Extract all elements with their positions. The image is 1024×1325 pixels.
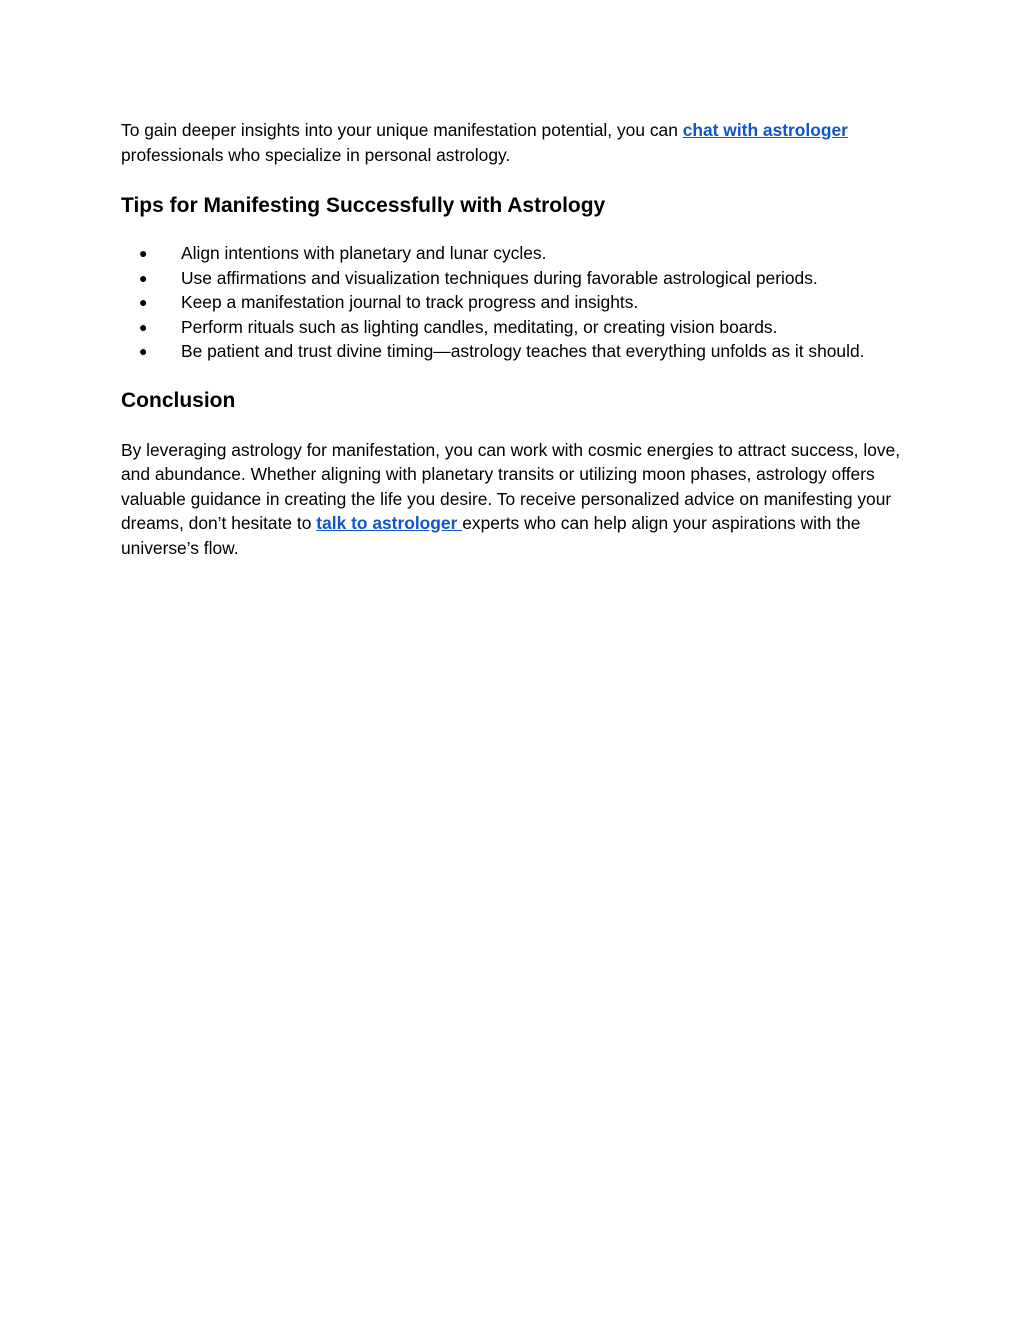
conclusion-text-before: By leveraging astrology for manifestation, you can work with cosmic energies to attract success, love, and abundance. Whether aligning with planetary transits or utilizing moon phases, astrology offers valuable guidance in creating the life you desire. To receive personalized advice on manifesting your dreams, don’t hesitate to xyxy=(121,439,901,533)
list-item xyxy=(121,241,911,266)
bullet-icon: ● xyxy=(139,269,148,286)
list-item-text: Align intentions with planetary and lunar cycles. xyxy=(181,243,547,263)
conclusion-heading: Conclusion xyxy=(121,388,236,412)
bullet-icon: ● xyxy=(139,343,148,359)
tips-heading: Tips for Manifesting Successfully with Astrology xyxy=(121,194,606,217)
bullet-icon: ● xyxy=(139,294,148,310)
document-page xyxy=(121,118,911,560)
conclusion-paragraph xyxy=(121,438,911,561)
list-item-text: Keep a manifestation journal to track progress and insights. xyxy=(181,292,639,312)
list-item-text: Be patient and trust divine timing—astrology teaches that everything unfolds as it should. xyxy=(181,341,865,361)
list-item xyxy=(121,266,911,291)
tips-list xyxy=(121,241,911,364)
chat-with-astrologer-link[interactable]: chat with astrologer xyxy=(682,120,848,140)
bullet-icon: ● xyxy=(139,245,148,261)
list-item-text: Perform rituals such as lighting candles, meditating, or creating vision boards. xyxy=(181,316,778,337)
intro-text-after: professionals who specialize in personal astrology. xyxy=(121,144,511,165)
conclusion-text-after: experts who can help align your aspirations with the universe’s flow. xyxy=(121,513,861,558)
list-item xyxy=(121,315,911,340)
list-item xyxy=(121,290,911,315)
list-item xyxy=(121,339,911,364)
bullet-icon: ● xyxy=(139,318,148,335)
list-item-text: Use affirmations and visualization techniques during favorable astrological periods. xyxy=(181,267,818,288)
intro-paragraph xyxy=(121,118,911,167)
talk-to-astrologer-link[interactable]: talk to astrologer xyxy=(316,513,463,533)
intro-text-before: To gain deeper insights into your unique manifestation potential, you can xyxy=(121,120,683,140)
